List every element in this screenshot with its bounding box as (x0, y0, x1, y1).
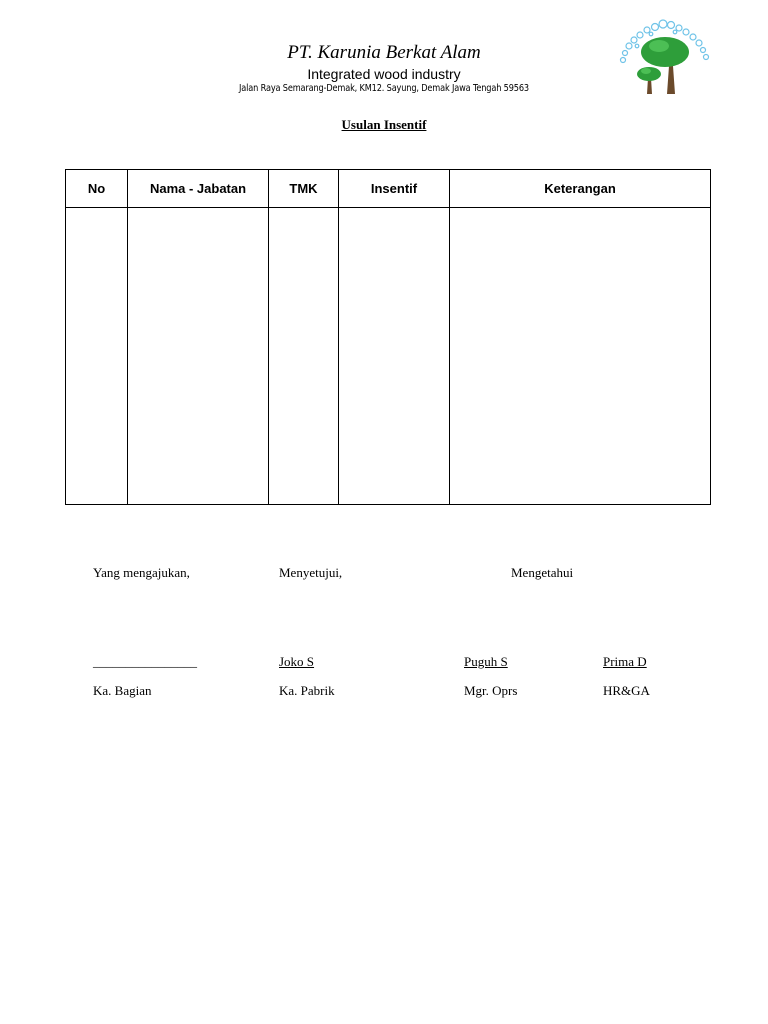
label-acknowledger: Mengetahui (511, 565, 574, 580)
column-header-nama-jabatan: Nama - Jabatan (128, 170, 269, 208)
signer-name-joko: Joko S (279, 654, 315, 669)
cell-nama-jabatan[interactable] (128, 208, 269, 505)
signer-title-oprs: Mgr. Oprs (464, 683, 518, 698)
column-header-tmk: TMK (269, 170, 339, 208)
cell-no[interactable] (66, 208, 128, 505)
signature-blank-line: ________________ (93, 654, 197, 669)
column-header-keterangan: Keterangan (450, 170, 711, 208)
company-address: Jalan Raya Semarang-Demak, KM12. Sayung, Demak Jawa Tengah 59563 (239, 83, 529, 94)
table-row (66, 208, 711, 505)
column-header-no: No (66, 170, 128, 208)
label-approver: Menyetujui, (279, 565, 343, 580)
label-proposer: Yang mengajukan, (93, 565, 190, 580)
column-header-insentif: Insentif (339, 170, 450, 208)
signer-title-bagian: Ka. Bagian (93, 683, 152, 698)
company-subtitle: Integrated wood industry (307, 66, 461, 82)
signer-title-hrga: HR&GA (603, 683, 650, 698)
cell-tmk[interactable] (269, 208, 339, 505)
signer-name-prima: Prima D (603, 654, 647, 669)
signer-title-pabrik: Ka. Pabrik (279, 683, 335, 698)
cell-keterangan[interactable] (450, 208, 711, 505)
document-title: Usulan Insentif (341, 117, 427, 132)
incentive-table (65, 169, 711, 505)
cell-insentif[interactable] (339, 208, 450, 505)
table-header-row (66, 170, 711, 208)
signer-name-puguh: Puguh S (464, 654, 508, 669)
tree-logo-icon (615, 16, 715, 96)
company-name: PT. Karunia Berkat Alam (287, 42, 481, 63)
